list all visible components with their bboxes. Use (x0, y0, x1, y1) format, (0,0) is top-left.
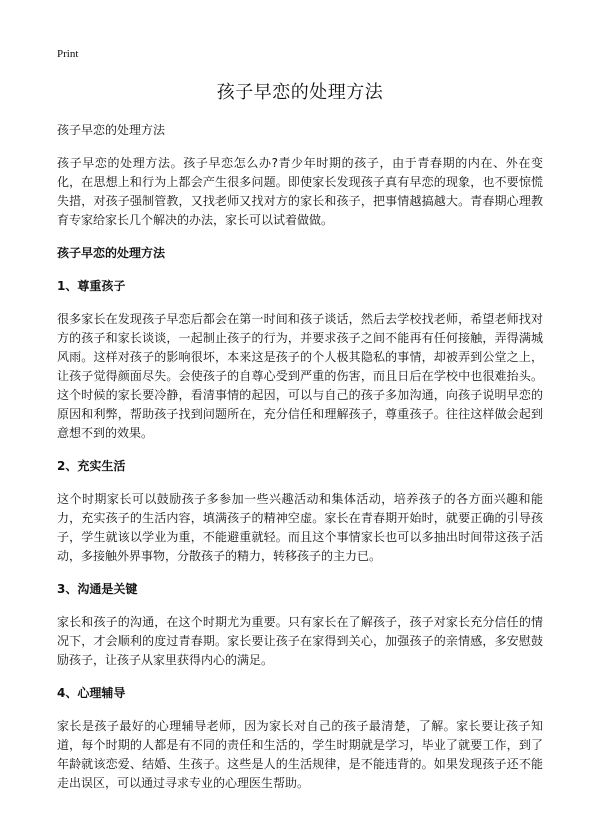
section-4-body: 家长是孩子最好的心理辅导老师，因为家长对自己的孩子最清楚，了解。家长要让孩子知道，每个时期的人都是有不同的责任和生活的，学生时期就是学习，毕业了就要工作，到了年龄就该恋爱、结婚、生孩子。这些是人的生活规律，是不能违背的。如果发现孩子还不能走出误区，可以通过寻求专业的心理医生帮助。 (57, 719, 543, 790)
article-content (57, 121, 543, 807)
section-4-heading: 4、心理辅导 (57, 686, 126, 700)
intro-paragraph: 孩子早恋的处理方法。孩子早恋怎么办?青少年时期的孩子，由于青春期的内在、外在变化，在思想上和行为上都会产生很多问题。即使家长发现孩子真有早恋的现象，也不要惊慌失措，对孩子强制管教，又找老师又找对方的家长和孩子，把事情越搞越大。青春期心理教育专家给家长几个解决的办法，家长可以试着做做。 (57, 156, 543, 227)
page-title: 孩子早恋的处理方法 (216, 82, 384, 103)
section-3-heading: 3、沟通是关键 (57, 582, 138, 596)
article-subtitle: 孩子早恋的处理方法 (57, 123, 166, 137)
section-1-heading: 1、尊重孩子 (57, 279, 126, 293)
print-link[interactable]: Print (57, 48, 79, 60)
section-2-body: 这个时期家长可以鼓励孩子多参加一些兴趣活动和集体活动，培养孩子的各方面兴趣和能力，充实孩子的生活内容，填满孩子的精神空虚。家长在青春期开始时，就要正确的引导孩子，学生就该以学业为重，不能避重就轻。而且这个事情家长也可以多抽出时间带这孩子活动，多接触外界事物，分散孩子的精力，转移孩子的主力已。 (57, 492, 543, 563)
section-2-heading: 2、充实生活 (57, 459, 126, 473)
section-heading: 孩子早恋的处理方法 (57, 246, 166, 260)
section-1-body: 很多家长在发现孩子早恋后都会在第一时间和孩子谈话，然后去学校找老师，希望老师找对方的孩子和家长谈谈，一起制止孩子的行为，并要求孩子之间不能再有任何接触，弄得满城风雨。这样对孩子的影响很坏，本来这是孩子的个人极其隐私的事情，却被弄到公堂之上，让孩子觉得颜面尽失。会使孩子的自尊心受到严重的伤害，而且日后在学校中也很难抬头。这个时候的家长要冷静，看清事情的起因，可以与自己的孩子多加沟通，向孩子说明早恋的原因和利弊，帮助孩子找到问题所在，充分信任和理解孩子，尊重孩子。往往这样做会起到意想不到的效果。 (57, 312, 543, 440)
section-3-body: 家长和孩子的沟通，在这个时期尤为重要。只有家长在了解孩子，孩子对家长充分信任的情况下，才会顺利的度过青春期。家长要让孩子在家得到关心，加强孩子的亲情感，多安慰鼓励孩子，让孩子从家里获得内心的满足。 (57, 615, 543, 667)
